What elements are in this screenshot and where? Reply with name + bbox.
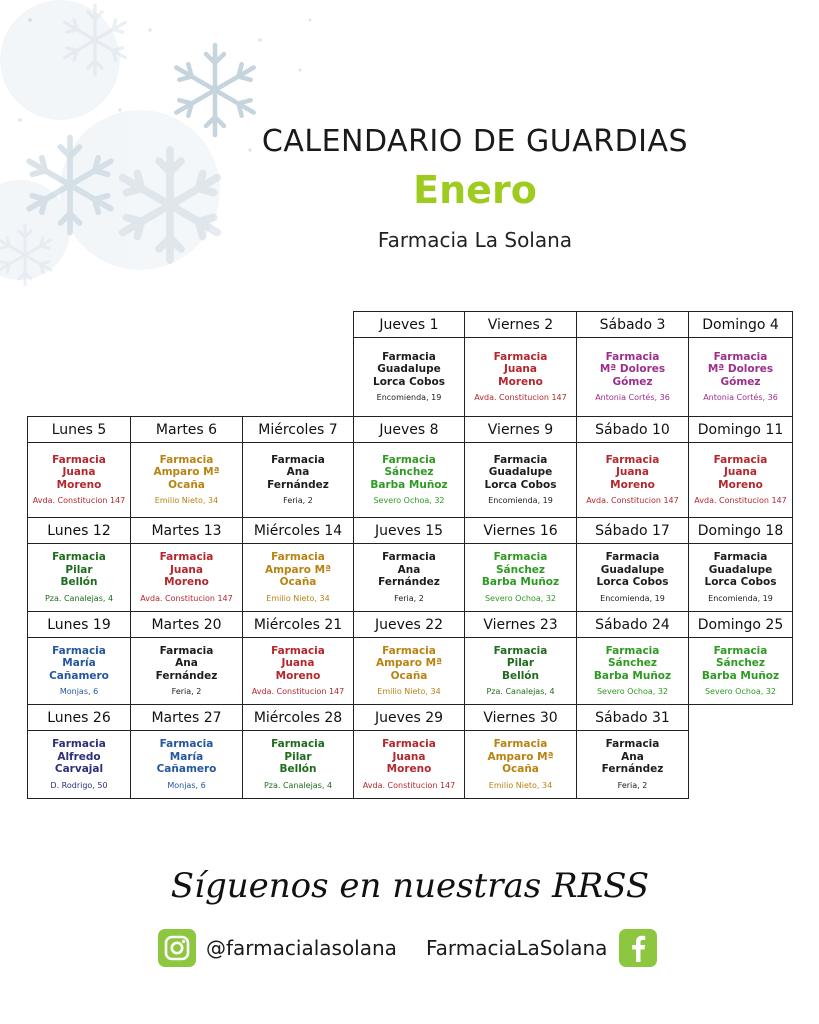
pharmacy-name: Farmacia Guadalupe Lorca Cobos bbox=[704, 551, 777, 589]
pharmacy-name: Farmacia María Cañamero bbox=[156, 738, 217, 776]
day-label: Lunes 19 bbox=[28, 612, 130, 638]
duty-pharmacy bbox=[577, 731, 688, 798]
pharmacy-address: Pza. Canalejas, 4 bbox=[263, 780, 333, 790]
day-label: Viernes 16 bbox=[465, 518, 576, 544]
calendar-day-cell bbox=[130, 704, 243, 799]
pharmacy-address: D. Rodrigo, 50 bbox=[50, 780, 108, 790]
day-label: Jueves 8 bbox=[354, 417, 464, 443]
pharmacy-address: Encomienda, 19 bbox=[376, 393, 442, 403]
pharmacy-name: Farmacia Juana Moreno bbox=[713, 453, 768, 491]
day-label: Sábado 3 bbox=[577, 312, 688, 338]
pharmacy-name: Farmacia Ana Fernández bbox=[378, 551, 440, 589]
pharmacy-name: Farmacia Ana Fernández bbox=[155, 644, 218, 682]
day-label: Lunes 5 bbox=[28, 417, 130, 443]
calendar-day-cell bbox=[242, 704, 354, 799]
day-label: Miércoles 28 bbox=[243, 705, 353, 731]
pharmacy-name: Farmacia María Cañamero bbox=[49, 644, 109, 682]
pharmacy-address: Encomienda, 19 bbox=[600, 593, 665, 603]
pharmacy-address: Avda. Constitucion 147 bbox=[251, 687, 345, 697]
calendar-day-cell bbox=[688, 611, 793, 705]
duty-pharmacy bbox=[577, 544, 688, 611]
pharmacy-name: Farmacia Mª Dolores Gómez bbox=[599, 350, 666, 388]
day-label: Miércoles 7 bbox=[243, 417, 353, 443]
calendar-day-cell bbox=[27, 611, 131, 705]
pharmacy-address: Severo Ochoa, 32 bbox=[484, 593, 557, 603]
pharmacy-name: Farmacia Guadalupe Lorca Cobos bbox=[373, 350, 445, 388]
pharmacy-address: Avda. Constitucion 147 bbox=[362, 780, 456, 790]
duty-pharmacy bbox=[465, 638, 576, 704]
instagram-handle: @farmacialasolana bbox=[206, 936, 397, 960]
duty-pharmacy bbox=[354, 544, 464, 611]
pharmacy-address: Encomienda, 19 bbox=[488, 496, 553, 506]
pharmacy-address: Antonia Cortés, 36 bbox=[703, 393, 778, 403]
calendar-day-cell bbox=[353, 704, 465, 799]
duty-pharmacy bbox=[689, 544, 792, 611]
calendar-day-cell bbox=[27, 416, 131, 518]
pharmacy-name: Farmacia Guadalupe Lorca Cobos bbox=[484, 453, 557, 491]
facebook-icon bbox=[619, 929, 657, 967]
pharmacy-name: Farmacia Alfredo Carvajal bbox=[52, 738, 106, 776]
duty-pharmacy bbox=[28, 638, 130, 704]
duty-pharmacy bbox=[577, 338, 688, 416]
pharmacy-name: Farmacia Sánchez Barba Muñoz bbox=[370, 453, 448, 491]
day-label: Sábado 17 bbox=[577, 518, 688, 544]
calendar-day-cell bbox=[353, 611, 465, 705]
calendar-day-cell bbox=[130, 611, 243, 705]
pharmacy-address: Encomienda, 19 bbox=[708, 593, 773, 603]
calendar-day-cell bbox=[576, 704, 689, 799]
duty-pharmacy bbox=[465, 731, 576, 798]
calendar-day-cell bbox=[464, 517, 577, 612]
duty-pharmacy bbox=[243, 731, 353, 798]
day-label: Martes 6 bbox=[131, 417, 242, 443]
follow-us-heading: Síguenos en nuestras RRSS bbox=[170, 866, 650, 906]
calendar-day-cell bbox=[130, 416, 243, 518]
duty-pharmacy bbox=[354, 338, 464, 416]
duty-pharmacy bbox=[354, 731, 464, 798]
duty-pharmacy bbox=[577, 638, 688, 704]
day-label: Lunes 12 bbox=[28, 518, 130, 544]
duty-pharmacy bbox=[243, 443, 353, 517]
duty-pharmacy bbox=[243, 544, 353, 611]
facebook-link[interactable] bbox=[426, 928, 657, 968]
day-label: Jueves 15 bbox=[354, 518, 464, 544]
pharmacy-name: Farmacia Juana Moreno bbox=[382, 738, 436, 776]
day-label: Domingo 18 bbox=[689, 518, 792, 544]
calendar-day-cell bbox=[576, 416, 689, 518]
day-label: Jueves 29 bbox=[354, 705, 464, 731]
duty-pharmacy bbox=[28, 731, 130, 798]
pharmacy-name: Farmacia Sánchez Barba Muñoz bbox=[701, 644, 780, 682]
duty-pharmacy bbox=[131, 638, 242, 704]
day-label: Sábado 24 bbox=[577, 612, 688, 638]
month-title: Enero bbox=[413, 168, 537, 212]
calendar-day-cell bbox=[688, 416, 793, 518]
instagram-icon bbox=[158, 929, 196, 967]
pharmacy-address: Avda. Constitucion 147 bbox=[140, 593, 233, 603]
pharmacy-address: Feria, 2 bbox=[394, 593, 424, 603]
day-label: Sábado 31 bbox=[577, 705, 688, 731]
calendar-day-cell bbox=[27, 704, 131, 799]
calendar-day-cell bbox=[353, 416, 465, 518]
day-label: Martes 13 bbox=[131, 518, 242, 544]
pharmacy-name: Farmacia Juana Moreno bbox=[159, 551, 214, 589]
pharmacy-name: Farmacia Ana Fernández bbox=[601, 738, 664, 776]
pharmacy-address: Emilio Nieto, 34 bbox=[266, 593, 330, 603]
pharmacy-address: Feria, 2 bbox=[283, 496, 313, 506]
pharmacy-name: Farmacia Juana Moreno bbox=[52, 453, 106, 491]
pharmacy-address: Emilio Nieto, 34 bbox=[154, 496, 219, 506]
day-label: Domingo 25 bbox=[689, 612, 792, 638]
calendar-day-cell bbox=[27, 517, 131, 612]
calendar-day-cell bbox=[464, 311, 577, 417]
duty-pharmacy bbox=[243, 638, 353, 704]
duty-pharmacy bbox=[465, 443, 576, 517]
calendar-day-cell bbox=[242, 517, 354, 612]
calendar-day-cell bbox=[688, 517, 793, 612]
facebook-handle: FarmaciaLaSolana bbox=[426, 936, 608, 960]
day-label: Viernes 30 bbox=[465, 705, 576, 731]
day-label: Jueves 22 bbox=[354, 612, 464, 638]
pharmacy-name: Farmacia Amparo Mª Ocaña bbox=[375, 644, 443, 682]
duty-pharmacy bbox=[28, 544, 130, 611]
calendar-day-cell bbox=[353, 311, 465, 417]
duty-pharmacy bbox=[354, 443, 464, 517]
pharmacy-name: Farmacia Juana Moreno bbox=[493, 350, 548, 388]
calendar-day-cell bbox=[576, 517, 689, 612]
pharmacy-name: Farmacia Sánchez Barba Muñoz bbox=[481, 551, 560, 589]
pharmacy-name: Farmacia Amparo Mª Ocaña bbox=[487, 738, 554, 776]
instagram-link[interactable] bbox=[158, 928, 397, 968]
duty-pharmacy bbox=[131, 544, 242, 611]
page-title: CALENDARIO DE GUARDIAS bbox=[261, 124, 689, 159]
pharmacy-name: Farmacia Pilar Bellón bbox=[271, 738, 325, 776]
pharmacy-name: Farmacia Amparo Mª Ocaña bbox=[153, 453, 220, 491]
pharmacy-name: Farmacia Juana Moreno bbox=[605, 453, 660, 491]
pharmacy-address: Emilio Nieto, 34 bbox=[377, 687, 441, 697]
pharmacy-address: Avda. Constitucion 147 bbox=[474, 393, 567, 403]
duty-pharmacy bbox=[28, 443, 130, 517]
calendar-day-cell bbox=[464, 416, 577, 518]
day-label: Miércoles 21 bbox=[243, 612, 353, 638]
duty-pharmacy bbox=[689, 338, 792, 416]
calendar-day-cell bbox=[353, 517, 465, 612]
pharmacy-address: Antonia Cortés, 36 bbox=[595, 393, 670, 403]
pharmacy-address: Severo Ochoa, 32 bbox=[596, 687, 669, 697]
pharmacy-address: Emilio Nieto, 34 bbox=[488, 780, 553, 790]
pharmacy-address: Severo Ochoa, 32 bbox=[373, 496, 445, 506]
day-label: Sábado 10 bbox=[577, 417, 688, 443]
day-label: Martes 27 bbox=[131, 705, 242, 731]
day-label: Martes 20 bbox=[131, 612, 242, 638]
day-label: Viernes 9 bbox=[465, 417, 576, 443]
pharmacy-name: Farmacia Ana Fernández bbox=[267, 453, 329, 491]
calendar-day-cell bbox=[464, 611, 577, 705]
pharmacy-name: Farmacia Guadalupe Lorca Cobos bbox=[596, 551, 669, 589]
day-label: Miércoles 14 bbox=[243, 518, 353, 544]
day-label: Viernes 23 bbox=[465, 612, 576, 638]
day-label: Domingo 11 bbox=[689, 417, 792, 443]
calendar-day-cell bbox=[464, 704, 577, 799]
duty-pharmacy bbox=[577, 443, 688, 517]
pharmacy-name: Farmacia Pilar Bellón bbox=[493, 644, 548, 682]
pharmacy-address: Pza. Canalejas, 4 bbox=[486, 687, 555, 697]
pharmacy-name: Farmacia Juana Moreno bbox=[271, 644, 325, 682]
pharmacy-address: Avda. Constitucion 147 bbox=[32, 496, 126, 506]
pharmacy-address: Monjas, 6 bbox=[59, 687, 99, 697]
calendar-day-cell bbox=[242, 416, 354, 518]
day-label: Domingo 4 bbox=[689, 312, 792, 338]
duty-pharmacy bbox=[131, 443, 242, 517]
calendar-day-cell bbox=[242, 611, 354, 705]
duty-pharmacy bbox=[465, 338, 576, 416]
day-label: Jueves 1 bbox=[354, 312, 464, 338]
day-label: Lunes 26 bbox=[28, 705, 130, 731]
pharmacy-name: Farmacia Sánchez Barba Muñoz bbox=[593, 644, 672, 682]
calendar-day-cell bbox=[576, 611, 689, 705]
pharmacy-name: Farmacia Mª Dolores Gómez bbox=[707, 350, 774, 388]
pharmacy-address: Feria, 2 bbox=[171, 687, 202, 697]
pharmacy-name: Farmacia Pilar Bellón bbox=[52, 551, 106, 589]
calendar-day-cell bbox=[688, 311, 793, 417]
pharmacy-address: Avda. Constitucion 147 bbox=[586, 496, 679, 506]
pharmacy-address: Monjas, 6 bbox=[167, 780, 206, 790]
pharmacy-address: Pza. Canalejas, 4 bbox=[44, 593, 114, 603]
pharmacy-name: Farmacia La Solana bbox=[377, 228, 573, 252]
duty-pharmacy bbox=[689, 638, 792, 704]
duty-pharmacy bbox=[689, 443, 792, 517]
pharmacy-name: Farmacia Amparo Mª Ocaña bbox=[264, 551, 332, 589]
day-label: Viernes 2 bbox=[465, 312, 576, 338]
pharmacy-address: Severo Ochoa, 32 bbox=[704, 687, 777, 697]
duty-pharmacy bbox=[354, 638, 464, 704]
calendar-day-cell bbox=[130, 517, 243, 612]
duty-pharmacy bbox=[465, 544, 576, 611]
pharmacy-address: Avda. Constitucion 147 bbox=[694, 496, 787, 506]
duty-pharmacy bbox=[131, 731, 242, 798]
pharmacy-address: Feria, 2 bbox=[617, 780, 648, 790]
calendar-day-cell bbox=[576, 311, 689, 417]
